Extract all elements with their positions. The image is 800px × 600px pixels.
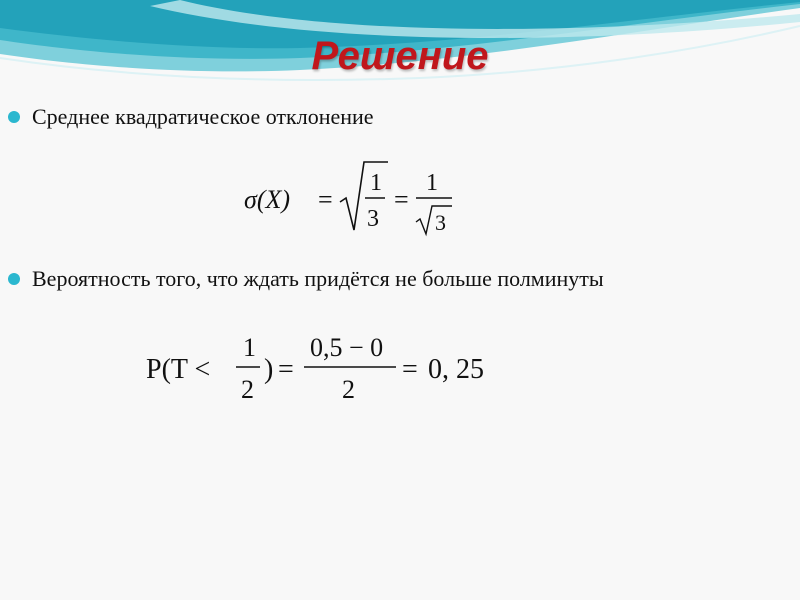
bullet-text: Вероятность того, что ждать придётся не больше полминуты: [32, 266, 604, 291]
fraction-numerator: 1: [370, 170, 382, 196]
slide-title: Решение: [311, 34, 489, 78]
formula-close-paren: ): [264, 354, 274, 385]
bullet-item: [0, 266, 604, 292]
formula-result: 0, 25: [428, 354, 484, 385]
formula-probability: [140, 322, 510, 412]
bullet-text: Среднее квадратическое отклонение: [32, 104, 374, 129]
fraction2-numerator: 1: [426, 170, 438, 196]
half-denominator: 2: [241, 375, 254, 404]
fraction-denominator: 3: [367, 206, 379, 232]
sqrt-sign-icon: [416, 206, 452, 234]
formula-std-deviation: [236, 150, 466, 240]
formula-equals-2: =: [394, 185, 409, 214]
formula-prob-lhs: P(T <: [146, 354, 211, 385]
formula-sigma-lhs: σ(X): [244, 185, 291, 214]
prob-numerator: 0,5 − 0: [310, 333, 384, 362]
fraction2-denominator: 3: [435, 210, 446, 235]
formula-equals: =: [278, 354, 294, 385]
half-numerator: 1: [243, 333, 256, 362]
bullet-item: [0, 104, 374, 130]
formula-equals-2: =: [402, 354, 418, 385]
bullet-dot-icon: [8, 111, 20, 123]
prob-denominator: 2: [342, 375, 355, 404]
bullet-dot-icon: [8, 273, 20, 285]
formula-equals: =: [318, 185, 333, 214]
